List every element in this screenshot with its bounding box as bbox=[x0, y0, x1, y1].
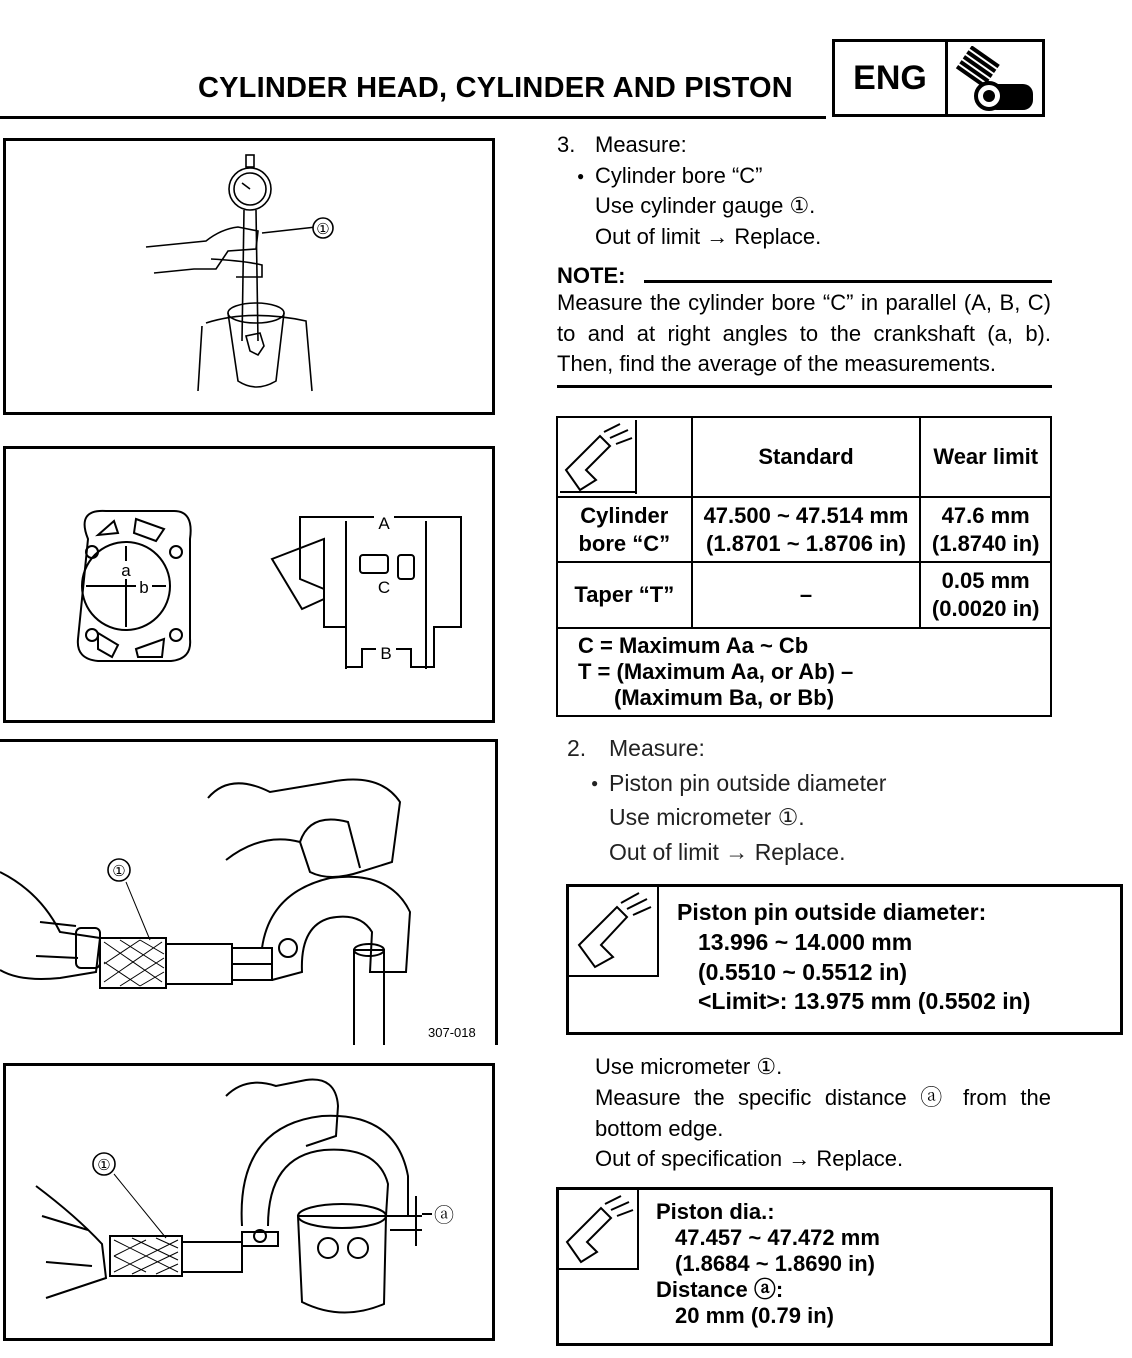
caliper-icon bbox=[560, 420, 638, 494]
row-label: Taper “T” bbox=[557, 562, 692, 628]
note-rule-bottom bbox=[557, 385, 1052, 388]
pin-spec-box bbox=[566, 884, 1123, 1035]
table-icon-cell bbox=[557, 417, 692, 497]
standard-value: – bbox=[692, 562, 921, 628]
limit-value-text: 0.05 mm (0.0020 in) bbox=[931, 568, 1040, 621]
label-b: b bbox=[139, 578, 149, 597]
figure-cylinder-gauge bbox=[3, 138, 495, 415]
bullet-item: ● Cylinder bore “C” bbox=[595, 161, 763, 192]
label-C: C bbox=[377, 578, 391, 597]
standard-value-text: 47.500 ~ 47.514 mm (1.8701 ~ 1.8706 in) bbox=[703, 502, 909, 556]
figure-number: 307-018 bbox=[428, 1025, 476, 1040]
caliper-icon bbox=[559, 1190, 635, 1266]
label-B: B bbox=[380, 644, 392, 663]
spec-value: 47.457 ~ 47.472 mm bbox=[675, 1225, 880, 1250]
instruction-line: Use cylinder gauge ①. bbox=[595, 193, 816, 218]
callout-1: ① bbox=[97, 1157, 111, 1174]
step-number: 2. bbox=[567, 735, 587, 761]
caliper-icon bbox=[569, 887, 655, 973]
instruction-line: Out of limit → Replace. bbox=[609, 839, 846, 865]
standard-value bbox=[692, 497, 921, 562]
bore-measurement-diagram bbox=[6, 449, 492, 720]
step-number: 3. bbox=[557, 132, 576, 157]
figure-bore-diagram bbox=[3, 446, 495, 723]
step-heading: Measure: bbox=[609, 735, 705, 761]
section-tag: ENG bbox=[835, 42, 948, 114]
note-label: NOTE: bbox=[557, 263, 626, 288]
spec-icon-cell bbox=[569, 887, 659, 977]
bullet-item: ● Piston pin outside diameter bbox=[609, 768, 886, 799]
instruction-line: Use micrometer ①. bbox=[595, 1054, 783, 1079]
formula-line: (Maximum Ba, or Bb) bbox=[614, 685, 835, 710]
title-underline bbox=[0, 116, 826, 119]
limit-value bbox=[920, 562, 1051, 628]
formula-cell bbox=[557, 628, 1051, 716]
figure-pin-micrometer bbox=[0, 739, 498, 1045]
section-tab bbox=[832, 39, 1045, 117]
instruction-paragraph: Measure the specific distance ⓐ from the bottom edge. bbox=[595, 1085, 1051, 1141]
limit-value-text: 47.6 mm (1.8740 in) bbox=[931, 502, 1040, 556]
page-title: CYLINDER HEAD, CYLINDER AND PISTON bbox=[198, 72, 793, 104]
instruction-line: Out of specification → Replace. bbox=[595, 1146, 904, 1171]
pin-micrometer-illustration bbox=[0, 742, 495, 1045]
spec-limit: <Limit>: 13.975 mm (0.5502 in) bbox=[698, 988, 1031, 1014]
row-label-text: Cylinder bore “C” bbox=[578, 502, 671, 556]
column-header: Standard bbox=[692, 417, 921, 497]
piston-micrometer-illustration bbox=[6, 1066, 492, 1338]
engine-icon bbox=[947, 46, 1039, 112]
cylinder-gauge-illustration bbox=[6, 141, 492, 412]
column-header: Wear limit bbox=[920, 417, 1051, 497]
spec-value: 13.996 ~ 14.000 mm bbox=[698, 929, 913, 955]
spec-value: (0.5510 ~ 0.5512 in) bbox=[698, 959, 908, 985]
formula-line: C = Maximum Aa ~ Cb bbox=[578, 633, 809, 658]
label-A: A bbox=[378, 514, 390, 533]
spec-title: Distance ⓐ: bbox=[656, 1277, 784, 1302]
note-text: Measure the cylinder bore “C” in parallel (A, B, C) to and at right angles to the crankshaft (a, b). Then, find the average of the measurements. bbox=[557, 290, 1051, 376]
spec-title: Piston dia.: bbox=[656, 1199, 775, 1224]
spec-title: Piston pin outside diameter: bbox=[677, 899, 987, 925]
label-a: a bbox=[121, 561, 131, 580]
figure-piston-micrometer bbox=[3, 1063, 495, 1341]
spec-value: 20 mm (0.79 in) bbox=[675, 1303, 834, 1328]
callout-1: ① bbox=[112, 863, 126, 880]
callout-a: ⓐ bbox=[434, 1205, 454, 1227]
formula-line: T = (Maximum Aa, or Ab) – bbox=[578, 659, 854, 684]
spec-icon-cell bbox=[559, 1190, 639, 1270]
callout-1: ① bbox=[316, 221, 330, 238]
piston-spec-box bbox=[556, 1187, 1053, 1346]
row-label bbox=[557, 497, 692, 562]
note-rule-top bbox=[644, 280, 1052, 283]
instruction-line: Use micrometer ①. bbox=[609, 804, 805, 830]
step-heading: Measure: bbox=[595, 132, 687, 157]
spec-value: (1.8684 ~ 1.8690 in) bbox=[675, 1251, 875, 1276]
instruction-line: Out of limit → Replace. bbox=[595, 224, 822, 249]
limit-value bbox=[920, 497, 1051, 562]
bore-spec-table bbox=[556, 416, 1052, 717]
